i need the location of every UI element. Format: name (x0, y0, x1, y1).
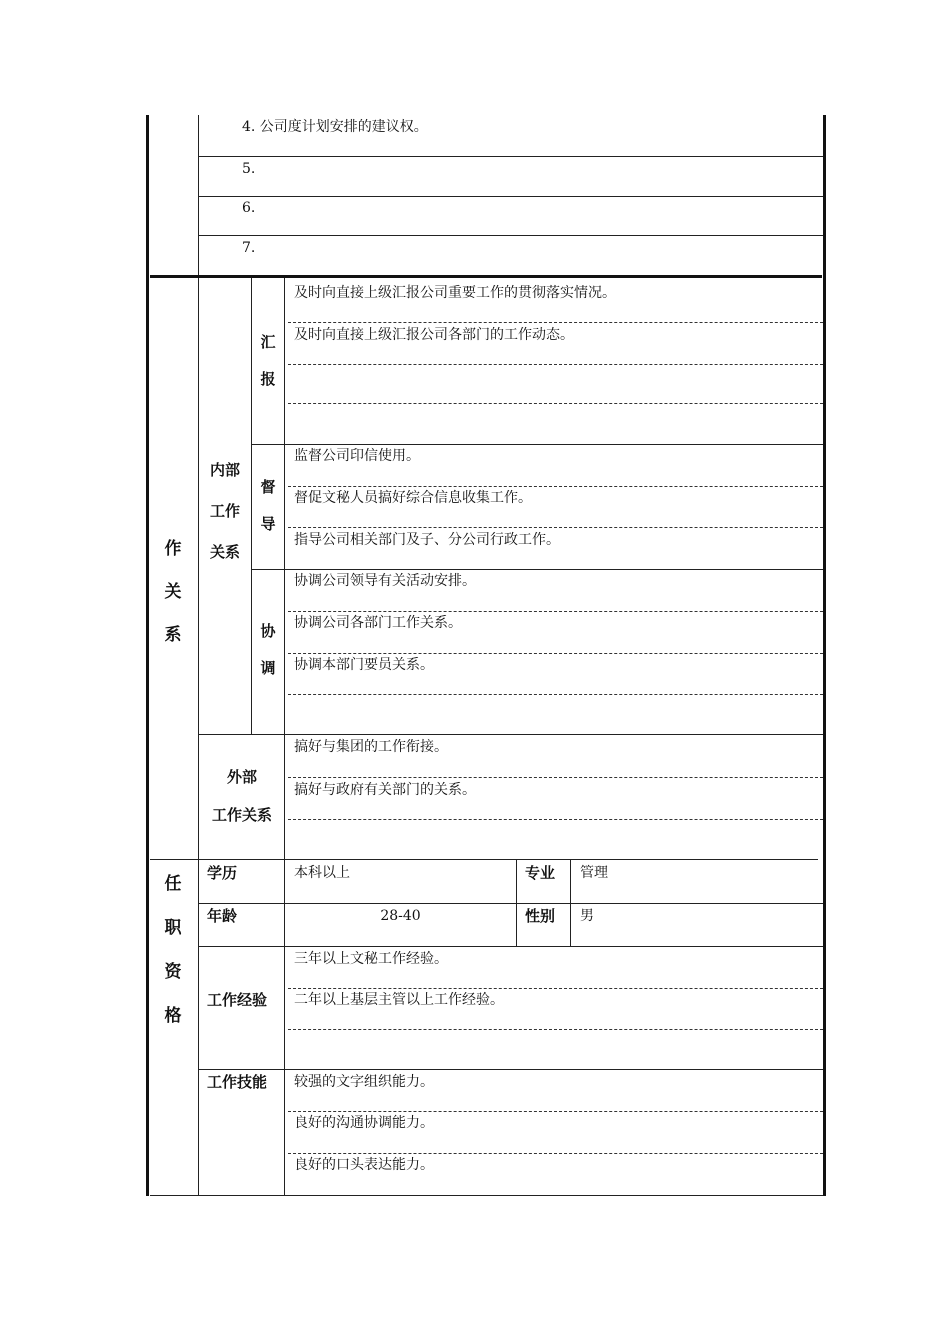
internal-label-line: 工作 (209, 502, 240, 520)
row-line (198, 946, 823, 947)
major-value: 管理 (580, 865, 608, 881)
content-col-divider (284, 278, 285, 1195)
authority-item-6: 6. (242, 200, 256, 216)
experience-item-1: 三年以上文秘工作经验。 (294, 951, 448, 967)
internal-bottom-line (198, 734, 823, 735)
table-right-border (823, 115, 826, 1196)
report-label-char: 报 (260, 370, 276, 388)
supervise-item-1: 监督公司印信使用。 (294, 448, 420, 464)
skills-item-2: 良好的沟通协调能力。 (294, 1115, 434, 1131)
dashed-line (288, 653, 823, 654)
row-line (198, 903, 823, 904)
experience-label: 工作经验 (207, 991, 268, 1009)
education-label: 学历 (207, 864, 238, 882)
coordinate-item-1: 协调公司领导有关活动安排。 (294, 573, 476, 589)
skills-item-1: 较强的文字组织能力。 (294, 1074, 434, 1090)
qualification-side-char: 格 (164, 1006, 182, 1026)
supervise-item-2: 督促文秘人员搞好综合信息收集工作。 (294, 490, 532, 506)
gender-value: 男 (580, 908, 594, 924)
relations-side-label (160, 528, 186, 657)
report-item-2: 及时向直接上级汇报公司各部门的工作动态。 (294, 327, 574, 343)
qualification-side-char: 资 (164, 962, 182, 982)
report-bottom-line (251, 444, 823, 445)
external-label-line: 工作关系 (211, 806, 272, 824)
age-label: 年龄 (207, 907, 238, 925)
table-bottom-line (150, 1195, 198, 1196)
dashed-line (288, 1029, 823, 1030)
row-line (198, 156, 823, 157)
skills-label: 工作技能 (207, 1073, 268, 1091)
coordinate-item-2: 协调公司各部门工作关系。 (294, 615, 462, 631)
dashed-line (288, 322, 823, 323)
dashed-line (288, 403, 823, 404)
supervise-label-char: 督 (260, 478, 276, 496)
dashed-line (288, 819, 823, 820)
report-item-1: 及时向直接上级汇报公司重要工作的贯彻落实情况。 (294, 285, 616, 301)
external-label-line: 外部 (226, 768, 257, 786)
table-left-border (146, 115, 149, 1196)
coordinate-label (256, 613, 280, 687)
experience-item-2: 二年以上基层主管以上工作经验。 (294, 992, 504, 1008)
external-item-2: 搞好与政府有关部门的关系。 (294, 782, 476, 798)
report-label-char: 汇 (260, 333, 276, 351)
supervise-item-3: 指导公司相关部门及子、分公司行政工作。 (294, 532, 560, 548)
external-relations-label (202, 758, 282, 834)
section-divider-qual (150, 859, 818, 860)
coordinate-item-3: 协调本部门要员关系。 (294, 657, 434, 673)
dashed-line (288, 364, 823, 365)
internal-relations-label (202, 450, 248, 573)
major-label: 专业 (525, 864, 556, 882)
report-label (256, 324, 280, 398)
dashed-line (288, 777, 823, 778)
qualification-side-char: 职 (164, 918, 182, 938)
supervise-bottom-line (251, 569, 823, 570)
external-item-1: 搞好与集团的工作衔接。 (294, 739, 448, 755)
supervise-label-char: 导 (260, 515, 276, 533)
dashed-line (288, 988, 823, 989)
row-line (198, 196, 823, 197)
table-bottom-line-right (198, 1195, 823, 1196)
dashed-line (288, 527, 823, 528)
skills-item-3: 良好的口头表达能力。 (294, 1157, 434, 1173)
relations-side-char: 系 (164, 625, 182, 645)
coordinate-label-char: 协 (260, 622, 276, 640)
education-value: 本科以上 (294, 865, 350, 881)
age-value: 28-40 (380, 908, 421, 924)
internal-label-line: 关系 (209, 543, 240, 561)
dashed-line (288, 1111, 823, 1112)
dashed-line (288, 486, 823, 487)
supervise-label (256, 469, 280, 543)
qualification-side-label (160, 862, 186, 1038)
relations-side-char: 作 (164, 539, 182, 559)
authority-item-7: 7. (242, 240, 256, 256)
row-line (198, 235, 823, 236)
coordinate-label-char: 调 (260, 659, 276, 677)
authority-item-5: 5. (242, 161, 256, 177)
qualification-side-char: 任 (164, 874, 182, 894)
gender-label: 性别 (525, 907, 556, 925)
dashed-line (288, 611, 823, 612)
relations-side-char: 关 (164, 582, 182, 602)
internal-col-divider (251, 278, 252, 734)
internal-label-line: 内部 (209, 461, 240, 479)
row-line (198, 1069, 823, 1070)
dashed-line (288, 694, 823, 695)
dashed-line (288, 1153, 823, 1154)
authority-item-4: 4. 公司度计划安排的建议权。 (242, 119, 428, 135)
